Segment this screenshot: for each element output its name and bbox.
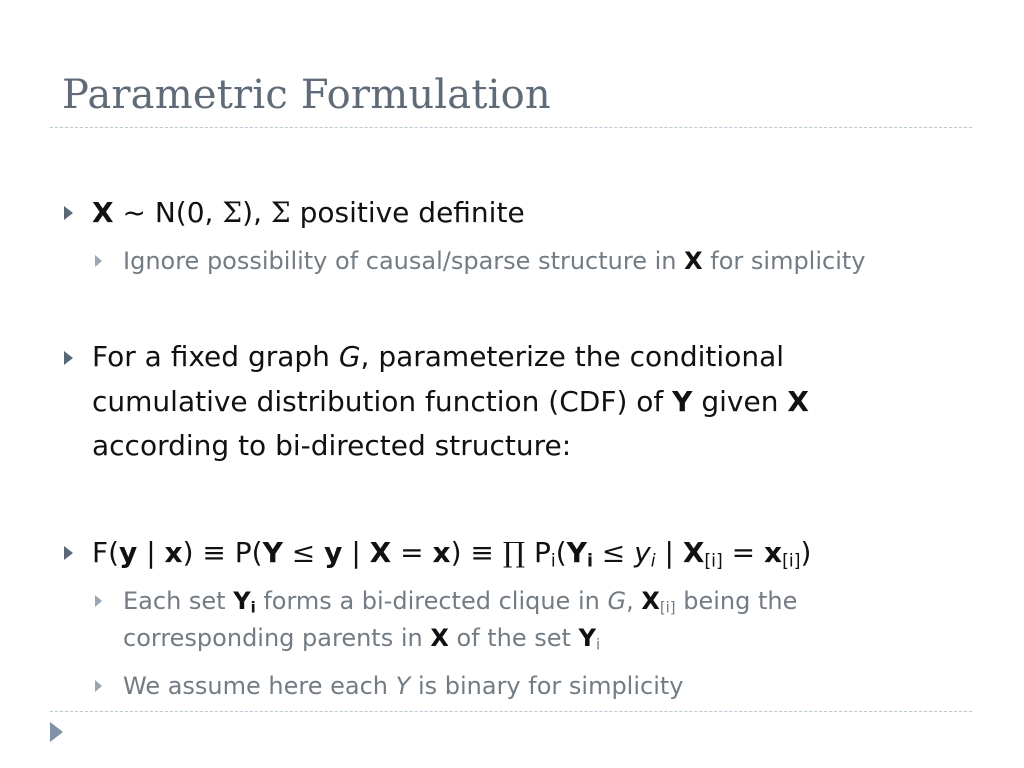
math-bold-x: X (787, 385, 809, 418)
subscript: [i] (782, 551, 801, 572)
title-divider (50, 127, 972, 128)
text-run: given (692, 385, 788, 418)
math-bold: x (764, 536, 783, 569)
text-run: , (626, 587, 642, 615)
sub-bullet-ignore-structure (123, 243, 866, 279)
math-bold: Y (233, 587, 251, 615)
text-run: of the set (448, 624, 579, 652)
bullet-arrow-icon (64, 206, 73, 220)
math-bold: X (682, 536, 705, 569)
subscript-bold: i (250, 598, 256, 617)
math-bold: Y (262, 536, 283, 569)
math-bold: y (324, 536, 343, 569)
leq-symbol: ≤ (291, 536, 316, 569)
subscript-italic: i (650, 551, 656, 572)
math-italic: y (634, 536, 651, 569)
math-bold-x: X (684, 247, 703, 275)
next-slide-arrow-icon[interactable] (50, 722, 63, 742)
text-run: | (137, 536, 165, 569)
bullet-arrow-icon (64, 546, 73, 560)
math-italic: Y (395, 672, 411, 700)
text-run: Each set (123, 587, 234, 615)
text-run: corresponding parents in (123, 624, 431, 652)
text-run: | (342, 536, 370, 569)
bullet-graph-line-1 (92, 335, 784, 379)
text-run: ) (800, 536, 812, 569)
text-run: , parameterize the conditional (360, 340, 785, 373)
text-run: ), (242, 196, 271, 229)
math-bold: X (430, 624, 449, 652)
math-bold: X (369, 536, 392, 569)
subscript-bold: i (586, 551, 593, 572)
math-italic-g: G (338, 340, 361, 373)
text-run: Ignore possibility of causal/sparse structure in (123, 247, 685, 275)
text-run: = (722, 536, 765, 569)
subscript: [i] (704, 551, 723, 572)
text-run: P( (225, 536, 263, 569)
text-run: P (525, 536, 551, 569)
sub-bullet-clique-line-2 (123, 620, 600, 656)
text-run (494, 536, 503, 569)
math-bold: y (119, 536, 138, 569)
leq-symbol: ≤ (601, 536, 626, 569)
text-run: being the (675, 587, 798, 615)
math-bold: X (641, 587, 660, 615)
subscript: i (595, 635, 601, 654)
math-italic: G (607, 587, 627, 615)
math-bold-y: Y (672, 385, 693, 418)
text-run: ~ N(0, (113, 196, 223, 229)
text-run: = (391, 536, 433, 569)
bullet-arrow-icon (64, 351, 73, 365)
bullet-graph-line-3: according to bi-directed structure: (92, 429, 572, 462)
sub-bullet-arrow-icon (95, 680, 102, 692)
footer-divider (50, 711, 972, 712)
slide-title: Parametric Formulation (62, 72, 551, 118)
product-symbol: ∏ (502, 536, 526, 569)
text-run: F( (92, 536, 120, 569)
text-run: ) (182, 536, 203, 569)
subscript: i (550, 551, 556, 572)
equiv-symbol: ≡ (470, 536, 494, 569)
sigma-symbol: Σ (222, 196, 243, 229)
text-run: cumulative distribution function (CDF) of (92, 385, 673, 418)
text-run: forms a bi-directed clique in (255, 587, 608, 615)
bullet-covariance (92, 191, 525, 235)
text-run (625, 536, 634, 569)
cdf-formula (92, 531, 811, 575)
math-bold-x: X (92, 196, 114, 229)
text-run: | (655, 536, 683, 569)
math-bold: x (164, 536, 183, 569)
bullet-graph-line-2 (92, 380, 809, 424)
text-run (593, 536, 602, 569)
text-run (315, 536, 324, 569)
equiv-symbol: ≡ (202, 536, 226, 569)
subscript: [i] (659, 598, 676, 617)
sub-bullet-clique-line-1 (123, 583, 797, 619)
sigma-symbol: Σ (270, 196, 291, 229)
text-run: ) (450, 536, 471, 569)
math-bold: x (432, 536, 451, 569)
text-run: positive definite (290, 196, 525, 229)
math-bold: Y (578, 624, 596, 652)
text-run: is binary for simplicity (410, 672, 684, 700)
text-run: We assume here each (123, 672, 396, 700)
math-bold: Y (566, 536, 587, 569)
text-run: for simplicity (702, 247, 866, 275)
sub-bullet-arrow-icon (95, 595, 102, 607)
text-run: For a fixed graph (92, 340, 339, 373)
sub-bullet-arrow-icon (95, 255, 102, 267)
sub-bullet-binary (123, 668, 684, 704)
text-run: ( (555, 536, 567, 569)
text-run (283, 536, 292, 569)
